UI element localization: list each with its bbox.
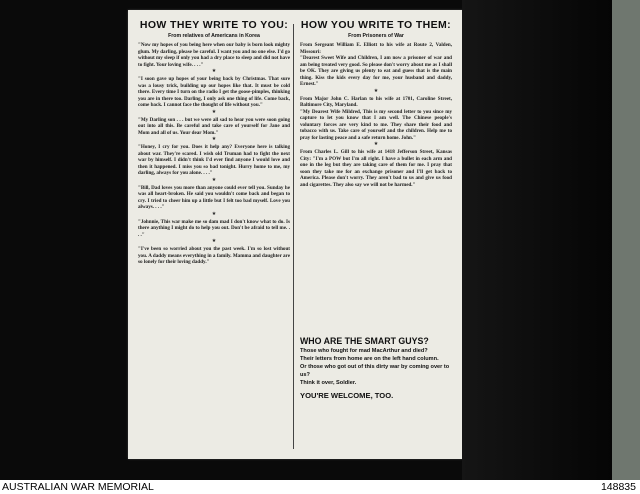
letter-left-4: "Honey, I cry for you. Does it help any? Everyone here is talking about war. They're scared. I wish old Truman had to fight the next war by himself. I didn't think I'd ever find anyone I would love and then it happened. I miss you so bad tonight. Hurry home to me, my darling, always for you alone. . . ." (138, 144, 290, 176)
letter-right-2: "Dearest Sweet Wife and Children, I am now a prisoner of war and am being treated very good. So please don't worry about me as I shall be OK. They are giving us plenty to eat and guess that is the main thing. Kiss the kids every day for me, your husband and daddy, Ernest." (300, 55, 452, 87)
smart-guys-box (300, 336, 453, 400)
separator-star: ★ (211, 211, 217, 217)
left-title: HOW THEY WRITE TO YOU: (139, 19, 289, 31)
letter-right-4: "My Dearest Wife Mildred, This is my second letter to you since my capture to let you know that I am well. The Chinese people's voluntary forces are very kind to me. They share their food and tobacco with us. Take care of yourself and the children. Help me to pray for lasting peace and a safe return home. John." (300, 108, 452, 141)
right-subtitle: From Prisoners of War (348, 33, 404, 39)
left-subtitle: From relatives of Americans in Korea (168, 33, 260, 39)
separator-star: ★ (211, 69, 217, 74)
separator-star: ★ (211, 137, 217, 142)
box-line-4: Think it over, Soldier. (300, 379, 357, 386)
separator-star: ★ (373, 88, 379, 94)
letter-left-6: "Johnnie, This war make me so dam mad I don't know what to do. Is there anything I might do to help you out. Don't be afraid to tell me. . . ." (138, 218, 290, 238)
letter-left-1: "Now my hopes of you being here when our baby is born look mighty glum. My darling, please be careful. I want you and no one else. I'd go without my sleep if only you had a dry place to sleep and did not have to fight. Your loving wife. . . ." (138, 42, 290, 68)
background-shadow (462, 0, 612, 480)
caption-id: 148835 (600, 481, 636, 493)
separator-star: ★ (373, 142, 379, 147)
right-title: HOW YOU WRITE TO THEM: (300, 19, 452, 31)
welcome-line: YOU'RE WELCOME, TOO. (300, 391, 394, 401)
letter-left-7: "I've been so worried about you the past week. I'm so lost without you. A daddy means everything in a family. Mamma and daughter are so lonely for their loving daddy." (138, 246, 290, 265)
separator-star: ★ (211, 177, 217, 183)
caption-source: AUSTRALIAN WAR MEMORIAL (2, 481, 154, 493)
letter-left-5: "Bill, Dad loves you more than anyone could ever tell you. Sunday he was all heart-broken. He said you wouldn't come back and began to cry. I tried to cheer him up a little but I felt too bad myself. Love you always. . . ." (138, 184, 290, 210)
letter-right-3: From Major John C. Harlan to his wife at 1701, Caroline Street, Baltimore City, Maryland. (300, 95, 452, 108)
column-divider (293, 24, 294, 449)
separator-star: ★ (211, 239, 217, 244)
letter-left-3: "My Darling son . . . but we were all sad to hear you were soon going out into all this. Be careful and take care of yourself for Jane and Mom and all of us. Your dear Mom." (138, 116, 290, 136)
box-line-2: Their letters from home are on the left hand column. (300, 356, 439, 363)
letter-right-1: From Sergeant William E. Elliott to his wife at Route 2, Valden, Missouri: (300, 42, 452, 55)
box-title: WHO ARE THE SMART GUYS? (300, 336, 429, 346)
right-column (300, 20, 452, 188)
letter-right-5: From Charles L. Gill to his wife at 1418 Jefferson Street, Kansas City: "I'm a POW but I'm all right. I have a bullet in each arm and one in the leg but they are taking care of them for me. I pray that soon they take me for an exchange prisoner and I'll get back to America. Please don't worry. They aren't bad to us and give us food and cigarettes. They also say we will not be harmed." (300, 149, 452, 188)
left-column (138, 20, 290, 266)
letter-left-2: "I soon gave up hopes of your being back by Christmas. That sure was a lousy trick, building up our hopes like that. It must be cold there. Every time I turn on the radio I get the goose-pimples, thinking you are in there too. Darling, I only ask one thing of life. Come back, come back. I cannot face the thought of life without you." (138, 76, 290, 108)
box-line-1: Those who fought for mad MacArthur and died? (300, 348, 428, 354)
box-line-3: Or those who got out of this dirty war by coming over to us? (300, 364, 450, 378)
background-edge (612, 0, 640, 480)
separator-star: ★ (211, 109, 217, 115)
leaflet-page (128, 10, 463, 459)
caption-bar (0, 480, 640, 494)
